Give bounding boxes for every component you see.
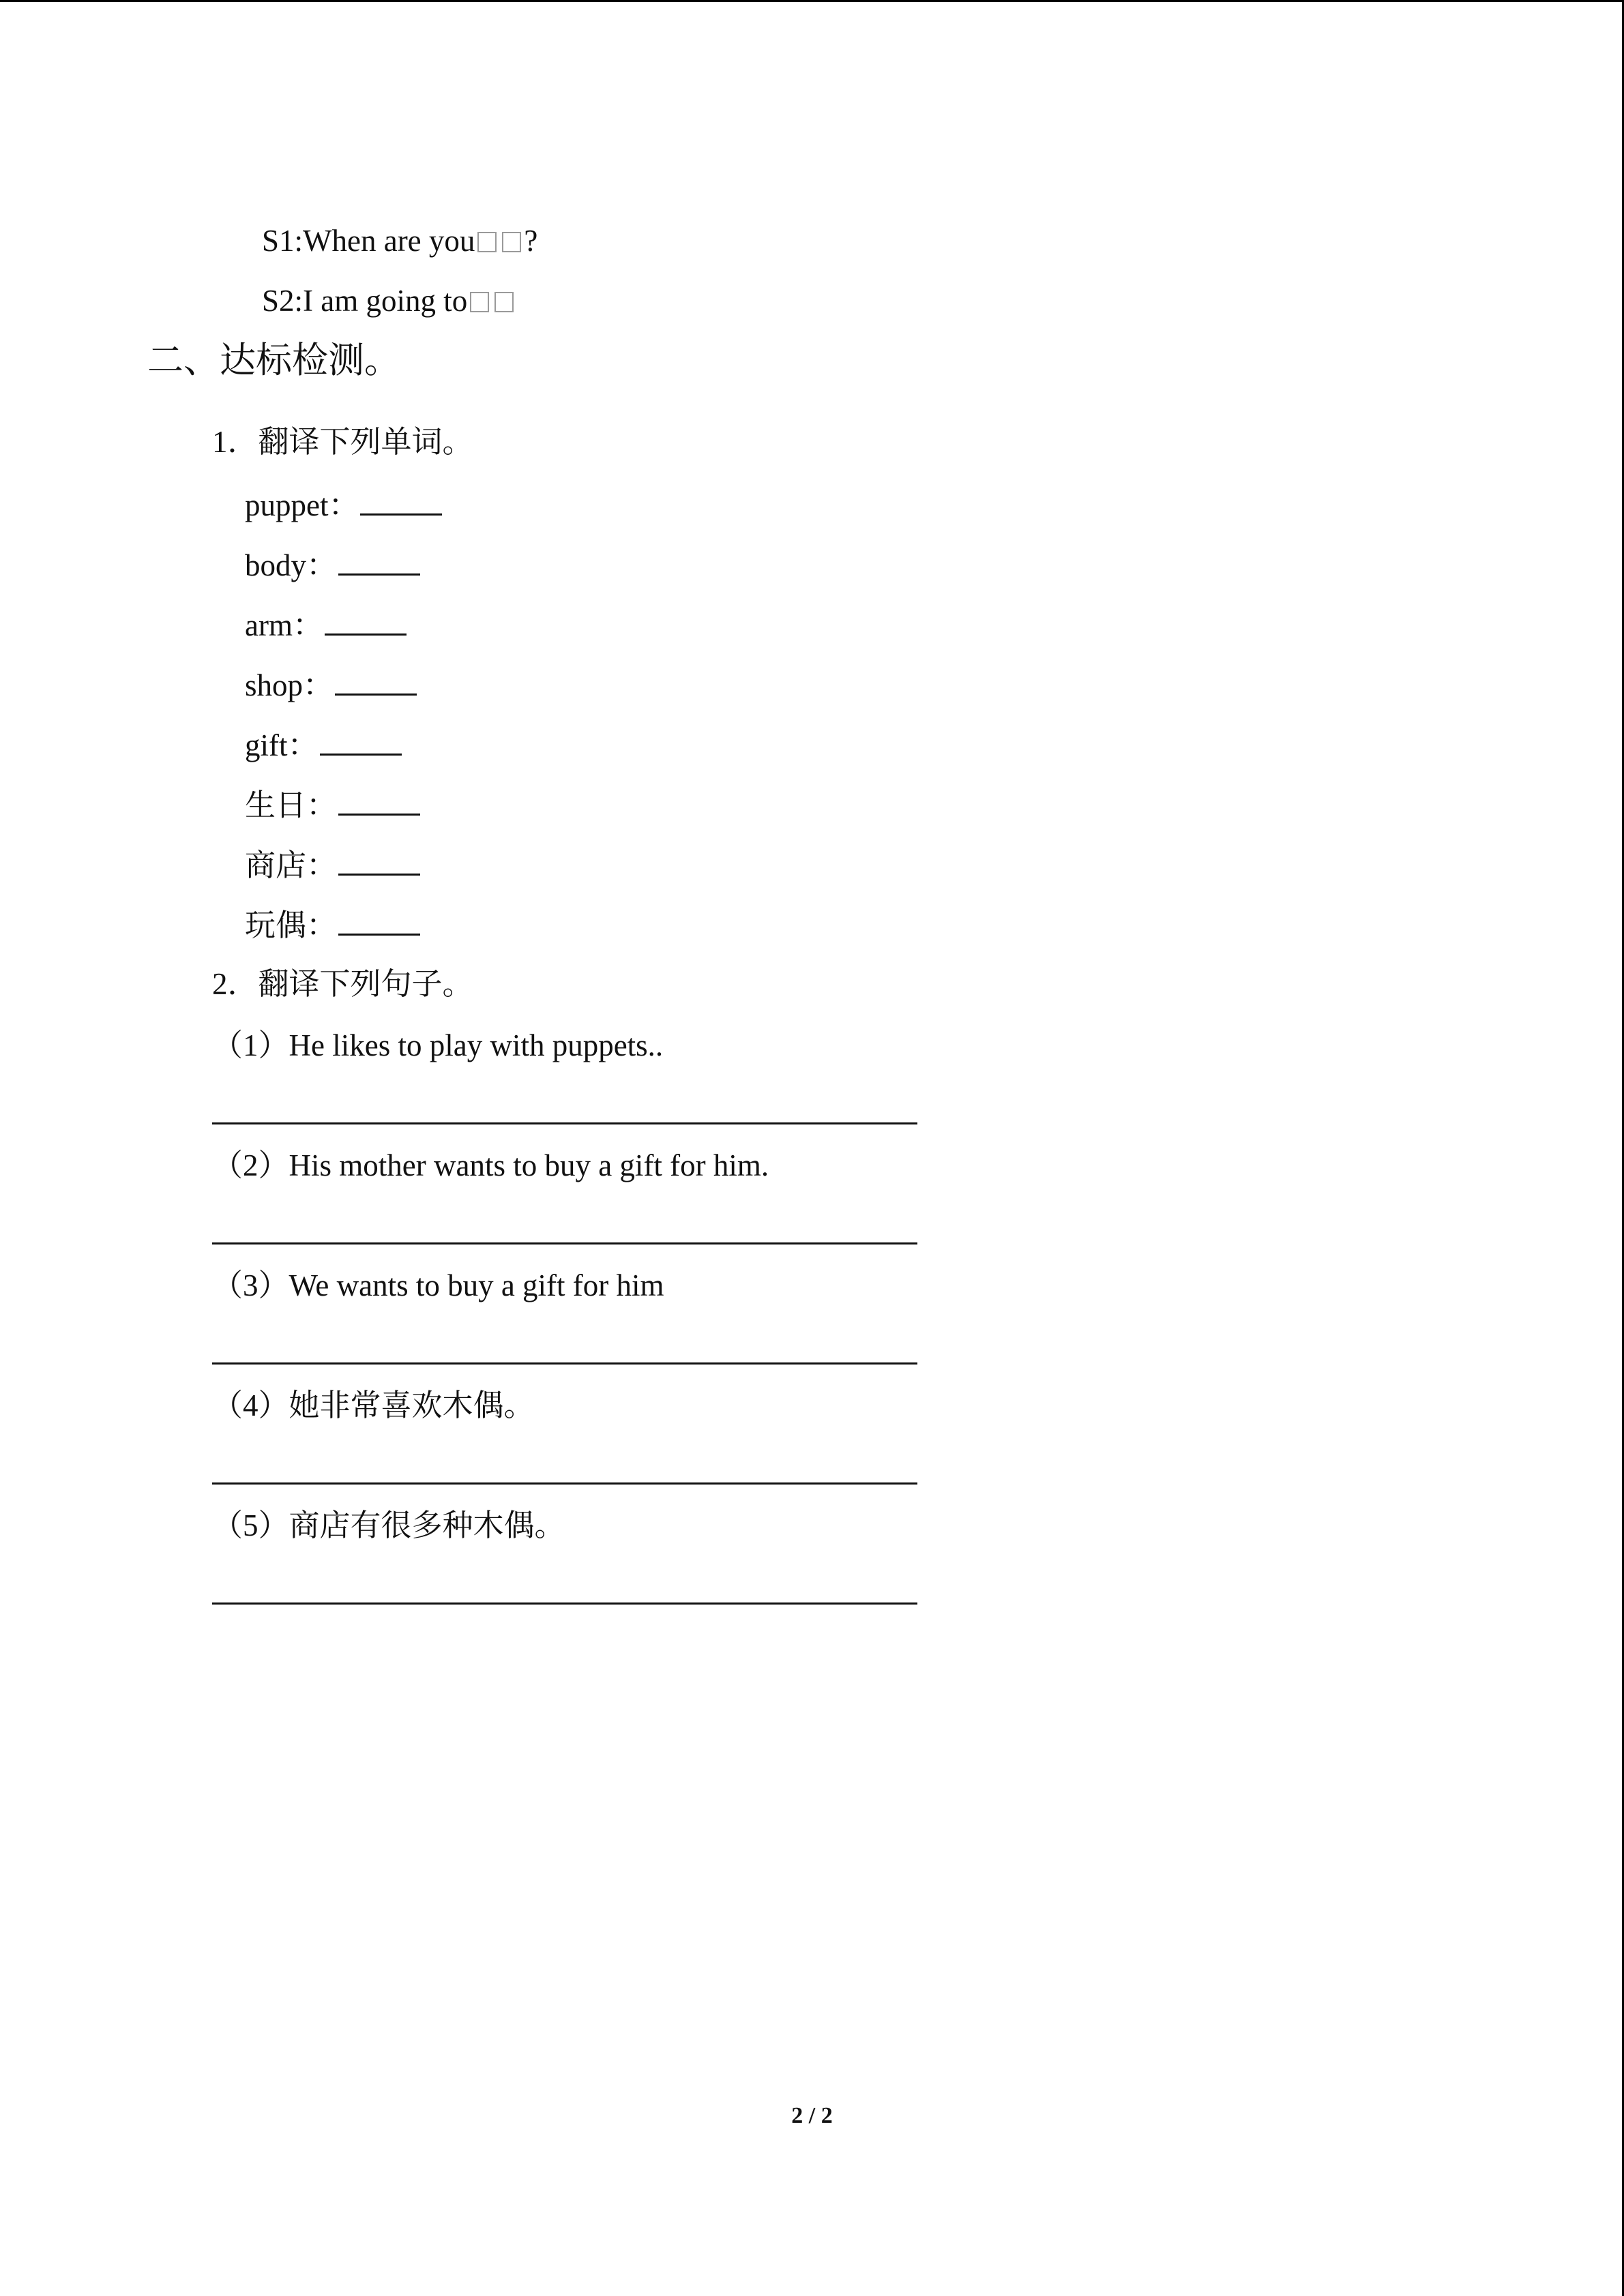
- answer-blank[interactable]: [335, 669, 417, 696]
- answer-line[interactable]: [212, 1602, 917, 1605]
- answer-line[interactable]: [212, 1482, 917, 1485]
- answer-blank[interactable]: [338, 909, 420, 936]
- sentence-item: （3）We wants to buy a gift for him: [212, 1268, 664, 1302]
- word-item: shop：: [245, 666, 417, 704]
- word-item: 生日：: [245, 786, 420, 824]
- section-heading: 二、达标检测。: [147, 341, 400, 381]
- placeholder-box: [477, 232, 497, 252]
- answer-line[interactable]: [212, 1362, 917, 1365]
- placeholder-box: [470, 292, 489, 312]
- dialogue-s1: [262, 222, 537, 260]
- word-item: 玩偶：: [245, 906, 420, 944]
- placeholder-box: [494, 292, 514, 312]
- answer-blank[interactable]: [320, 729, 402, 756]
- part2-title: 2．翻译下列句子。: [212, 967, 473, 1001]
- dialogue-s2-text: S2:I am going to: [262, 284, 468, 318]
- page-number: 2 / 2: [791, 2103, 833, 2128]
- sentence-item: （5）商店有很多种木偶。: [212, 1508, 565, 1542]
- placeholder-box: [502, 232, 521, 252]
- dialogue-s2: [262, 282, 516, 320]
- answer-blank[interactable]: [338, 849, 420, 876]
- answer-blank[interactable]: [338, 789, 420, 816]
- word-item: arm：: [245, 606, 407, 644]
- dialogue-s1-end: ?: [524, 224, 538, 258]
- answer-blank[interactable]: [325, 609, 407, 636]
- word-item: 商店：: [245, 846, 420, 884]
- part1-title: 1．翻译下列单词。: [212, 425, 473, 459]
- answer-blank[interactable]: [338, 549, 420, 576]
- word-item: body：: [245, 546, 420, 584]
- sentence-item: （4）她非常喜欢木偶。: [212, 1388, 535, 1422]
- word-item: gift：: [245, 726, 402, 764]
- sentence-item: （1）He likes to play with puppets..: [212, 1028, 664, 1062]
- word-item: puppet：: [245, 486, 442, 524]
- answer-line[interactable]: [212, 1122, 917, 1124]
- answer-blank[interactable]: [360, 489, 442, 516]
- dialogue-s1-text: S1:When are you: [262, 224, 475, 258]
- answer-line[interactable]: [212, 1242, 917, 1244]
- sentence-item: （2）His mother wants to buy a gift for him.: [212, 1148, 769, 1182]
